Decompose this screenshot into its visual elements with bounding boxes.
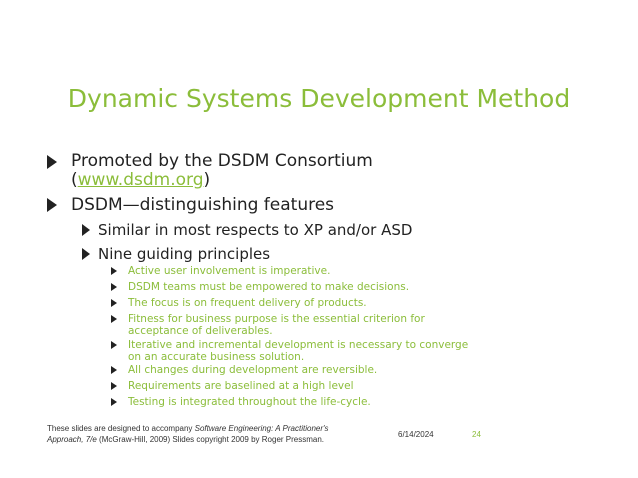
triangle-bullet-icon — [111, 299, 117, 307]
footer-suffix: (McGraw-Hill, 2009) Slides copyright 2009 by Roger Pressman. — [96, 435, 325, 444]
sub-bullet-text: Similar in most respects to XP and/or ASD — [98, 221, 413, 239]
triangle-bullet-icon — [82, 224, 90, 236]
slide-title: Dynamic Systems Development Method — [67, 84, 571, 113]
principle-item — [111, 380, 481, 392]
slide-date: 6/14/2024 — [398, 430, 434, 439]
principle-item — [111, 339, 481, 363]
principle-text: The focus is on frequent delivery of products. — [128, 297, 367, 309]
principle-text: DSDM teams must be empowered to make decisions. — [128, 281, 410, 293]
triangle-bullet-icon — [82, 248, 90, 260]
copyright-footer — [47, 423, 347, 445]
principle-item — [111, 313, 481, 337]
principle-text: Requirements are baselined at a high level — [128, 380, 354, 392]
principle-text: Iterative and incremental development is necessary to converge on an accurate business solution. — [128, 339, 469, 363]
bullet-distinguishing-features — [47, 195, 334, 215]
principle-text: Testing is integrated throughout the life-cycle. — [128, 396, 371, 408]
principle-text: Active user involvement is imperative. — [128, 265, 331, 277]
bullet-text: Promoted by the DSDM Consortium — [71, 151, 373, 171]
principle-text: All changes during development are reversible. — [128, 364, 378, 376]
principle-text: Fitness for business purpose is the essential criterion for acceptance of deliverables. — [128, 313, 425, 337]
principle-item — [111, 396, 481, 408]
triangle-bullet-icon — [111, 341, 117, 349]
footer-book-title: Software Engineering: A Practitioner's Approach, 7/e — [47, 424, 329, 444]
triangle-bullet-icon — [47, 155, 57, 169]
dsdm-link[interactable]: www.dsdm.org — [77, 170, 204, 190]
page-number: 24 — [472, 430, 481, 439]
paren-close: ) — [203, 170, 211, 190]
bullet-text: DSDM—distinguishing features — [71, 195, 335, 215]
sub-bullet-text: Nine guiding principles — [98, 245, 271, 263]
bullet-dsdm-consortium — [47, 152, 373, 190]
principle-item — [111, 281, 481, 293]
principle-item — [111, 265, 481, 277]
sub-bullet-nine-principles — [82, 245, 270, 263]
triangle-bullet-icon — [111, 267, 117, 275]
triangle-bullet-icon — [111, 315, 117, 323]
principle-item — [111, 297, 481, 309]
sub-bullet-similar — [82, 221, 412, 239]
triangle-bullet-icon — [111, 283, 117, 291]
paren-open: ( — [71, 170, 78, 190]
footer-prefix: These slides are designed to accompany — [47, 424, 195, 433]
triangle-bullet-icon — [111, 382, 117, 390]
principle-item — [111, 364, 481, 376]
triangle-bullet-icon — [47, 198, 57, 212]
triangle-bullet-icon — [111, 398, 117, 406]
triangle-bullet-icon — [111, 366, 117, 374]
